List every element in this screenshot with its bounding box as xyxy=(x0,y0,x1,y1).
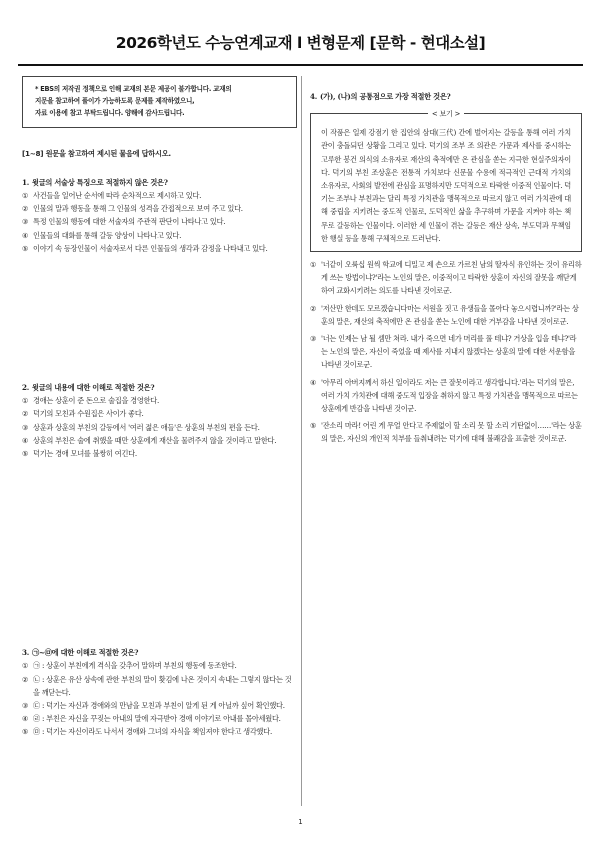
choice-mark: ② xyxy=(310,303,317,313)
bogi-label xyxy=(310,107,582,121)
choice-text: '너는 인제는 남 될 셈만 쳐라. 내가 죽으면 네가 머리를 풀 테냐? 거상을 입을 테냐?'라는 노인의 말은, 자신이 죽었을 때 제사를 지내지 않겠다는 상훈의 말에 대한 서운함을 나타낸 것이로군. xyxy=(321,334,577,370)
choice-mark: ② xyxy=(22,409,29,419)
choice-text: 인물의 말과 행동을 통해 그 인물의 성격을 간접적으로 보여 주고 있다. xyxy=(33,204,243,214)
answer-choice[interactable] xyxy=(22,434,297,447)
answer-choice[interactable] xyxy=(310,332,582,372)
notice-line: 자료 이용에 참고 부탁드립니다. 양해에 감사드립니다. xyxy=(35,109,185,118)
choice-mark: ④ xyxy=(22,230,29,240)
answer-choice[interactable] xyxy=(310,258,582,298)
choice-mark: ② xyxy=(22,204,29,214)
answer-choice[interactable] xyxy=(22,407,297,420)
choice-mark: ① xyxy=(310,260,317,270)
choice-text: ㉣ : 부친은 자신을 꾸짖는 아내의 말에 자극받아 경애 이야기로 아내를 몰아세웠다. xyxy=(33,714,281,724)
bogi-text: 이 작품은 일제 강점기 한 집안의 삼대(三代) 간에 벌어지는 갈등을 통해 여러 가치관이 충돌되던 상황을 그리고 있다. 덕기의 조부 조 의관은 가문과 제사를 중시하는 고루한 봉건 의식의 소유자로 재산의 축적에만 온 관심을 쏟는 지극한 현실주의자이다. 덕기의 부친 조상훈은 전통적 가치보다 신문물 수용에 적극적인 근대적 가치의 소유자로, 사회의 발전에 관심을 표명하지만 도덕적으로 타락한 이중적 인물이다. 덕기는 조부나 부친과는 달리 특정 가치관을 맹목적으로 따르지 않고 여러 가치관에 대해 중립을 지키려는 중도적 인물로, 도덕적인 삶을 추구하며 가문을 지켜야 하는 책무로 갈등하는 인물이다. 이러한 세 인물이 겪는 갈등은 재산 상속, 부도덕과 무책임한 행실 등을 통해 구체적으로 드러난다. xyxy=(321,128,571,243)
choice-text: 특정 인물의 행동에 대한 서술자의 주관적 판단이 나타나고 있다. xyxy=(33,217,226,227)
choice-text: 사건들을 일어난 순서에 따라 순차적으로 제시하고 있다. xyxy=(33,191,202,201)
left-column xyxy=(22,76,297,739)
choice-text: '아무리 아버지께서 하신 일이라도 저는 큰 잘못이라고 생각합니다.'라는 덕기의 말은, 여러 가치 가치관에 대해 중도적 입장을 취하지 않고 특정 가치관을 맹목적으로 따르는 상훈에게 반감을 나타낸 것이군. xyxy=(321,377,578,414)
choice-text: 상훈의 부친은 술에 취했을 때만 상훈에게 재산을 물려주지 않을 것이라고 말한다. xyxy=(33,435,277,445)
right-column xyxy=(310,90,582,450)
question-3 xyxy=(22,646,297,738)
choice-text: 덕기의 모친과 수원집은 사이가 좋다. xyxy=(33,409,144,419)
question-4-heading xyxy=(310,90,582,103)
choice-mark: ② xyxy=(22,674,29,684)
answer-choice[interactable] xyxy=(310,376,582,416)
question-2 xyxy=(22,381,297,460)
choice-text: ㉢ : 덕기는 자신과 경애와의 만남을 모친과 부친이 알게 된 게 아닐까 싶어 확인했다. xyxy=(33,701,285,711)
choice-text: 이야기 속 등장인물이 서술자로서 다른 인물들의 생각과 감정을 나타내고 있다. xyxy=(33,243,268,253)
choice-text: 경애는 상훈이 준 돈으로 술집을 경영한다. xyxy=(33,396,159,406)
question-prompt: (가), (나)의 공통점으로 가장 적절한 것은? xyxy=(320,92,451,101)
choice-mark: ④ xyxy=(310,377,317,387)
question-number: 2. xyxy=(22,383,30,393)
question-heading xyxy=(22,381,297,394)
choice-text: ㉤ : 덕기는 자신이라도 나서서 경애와 그녀의 자식을 책임져야 한다고 생각했다. xyxy=(33,727,272,737)
copyright-notice xyxy=(22,76,297,128)
instruction: [1~8] 원문을 참고하여 제시된 물음에 답하시오. xyxy=(22,148,171,158)
question-number: 3. xyxy=(22,648,30,658)
choice-mark: ⑤ xyxy=(22,449,29,459)
question-number: 4. xyxy=(310,92,318,101)
choice-text: 상훈과 상훈의 부친의 갈등에서 '여러 젊은 애들'은 상훈의 부친의 편을 든다. xyxy=(33,422,260,432)
question-prompt: 윗글의 서술상 특징으로 적절하지 않은 것은? xyxy=(32,177,168,187)
choice-mark: ③ xyxy=(310,334,317,344)
answer-choice[interactable] xyxy=(310,302,582,328)
bogi-section xyxy=(310,110,582,252)
answer-choice[interactable] xyxy=(22,421,297,434)
question-number: 1. xyxy=(22,177,30,187)
choice-text: '너같이 오륙십 원씩 학교에 디밀고 제 손으로 가르친 남의 딸자식 유인하는 것이 유리하게 쓰는 방법이냐?'라는 노인의 말은, 이중적이고 타락한 상훈이 자신의 잘못을 깨닫게 하여 교화시키려는 의도를 나타낸 것이로군. xyxy=(321,260,582,296)
choice-mark: ⑤ xyxy=(22,243,29,253)
answer-choice[interactable] xyxy=(22,189,297,202)
choice-mark: ③ xyxy=(22,422,29,432)
answer-choice[interactable] xyxy=(22,215,297,228)
choice-text: ㉠ : 상훈이 부친에게 격식을 갖추어 말하며 부친의 행동에 동조한다. xyxy=(33,661,237,671)
choice-mark: ① xyxy=(22,191,29,201)
answer-choice[interactable] xyxy=(22,725,297,738)
choice-mark: ① xyxy=(22,396,29,406)
choice-text: ㉡ : 상훈은 유산 상속에 관한 부친의 말이 홧김에 나온 것이지 속내는 그렇지 않다는 것을 깨닫는다. xyxy=(33,674,292,697)
question-prompt: 윗글의 내용에 대한 이해로 적절한 것은? xyxy=(32,383,155,393)
answer-choice[interactable] xyxy=(22,699,297,712)
choice-mark: ③ xyxy=(22,217,29,227)
question-heading xyxy=(22,176,297,189)
bogi-label-text: < 보기 > xyxy=(428,110,464,118)
answer-choice[interactable] xyxy=(22,202,297,215)
title-divider xyxy=(18,64,583,66)
answer-choice[interactable] xyxy=(310,419,582,445)
question-1 xyxy=(22,176,297,255)
choice-mark: ① xyxy=(22,661,29,671)
answer-choice[interactable] xyxy=(22,447,297,460)
question-4-choices xyxy=(310,258,582,446)
answer-choice[interactable] xyxy=(22,712,297,725)
choice-text: '저산만 한데도 모르겠습니다마는 서원을 짓고 유생들을 몰아다 놓으시렵니까?'라는 상훈의 말은, 재산의 축적에만 온 관심을 쏟는 노인에 대한 거부감을 나타낸 것이로군. xyxy=(321,303,579,326)
choice-mark: ④ xyxy=(22,435,29,445)
choice-text: 덕기는 경애 모녀를 불쌍히 여긴다. xyxy=(33,449,137,459)
answer-choice[interactable] xyxy=(22,659,297,672)
notice-line: * EBS의 저작권 정책으로 인해 교재의 본문 제공이 불가합니다. 교재의 xyxy=(35,85,232,93)
choice-mark: ③ xyxy=(22,701,29,711)
page-number: 1 xyxy=(298,818,303,826)
choice-mark: ⑤ xyxy=(310,421,317,431)
answer-choice[interactable] xyxy=(22,242,297,255)
choice-text: 인물들의 대화를 통해 갈등 양상이 나타나고 있다. xyxy=(33,230,182,240)
column-divider xyxy=(301,76,302,806)
answer-choice[interactable] xyxy=(22,394,297,407)
bogi-box xyxy=(310,113,582,252)
notice-line: 지문을 참고하여 풀이가 가능하도록 문제를 제작하였으니, xyxy=(35,97,195,106)
choice-mark: ⑤ xyxy=(22,727,29,737)
choice-mark: ④ xyxy=(22,714,29,724)
question-heading xyxy=(22,646,297,659)
page-title: 2026학년도 수능연계교재 l 변형문제 [문학 - 현대소설] xyxy=(115,34,486,52)
answer-choice[interactable] xyxy=(22,673,297,699)
choice-text: '잔소리 마라! 어린 게 무얼 안다고 주제없이 할 소리 못 할 소리 기탄없이……'라는 상훈의 말은, 자신의 개인적 치부를 들춰내려는 덕기에 대해 불쾌감을 표출한 것이로군. xyxy=(321,421,582,444)
question-prompt: ㉠~㉤에 대한 이해로 적절한 것은? xyxy=(32,648,139,658)
answer-choice[interactable] xyxy=(22,229,297,242)
